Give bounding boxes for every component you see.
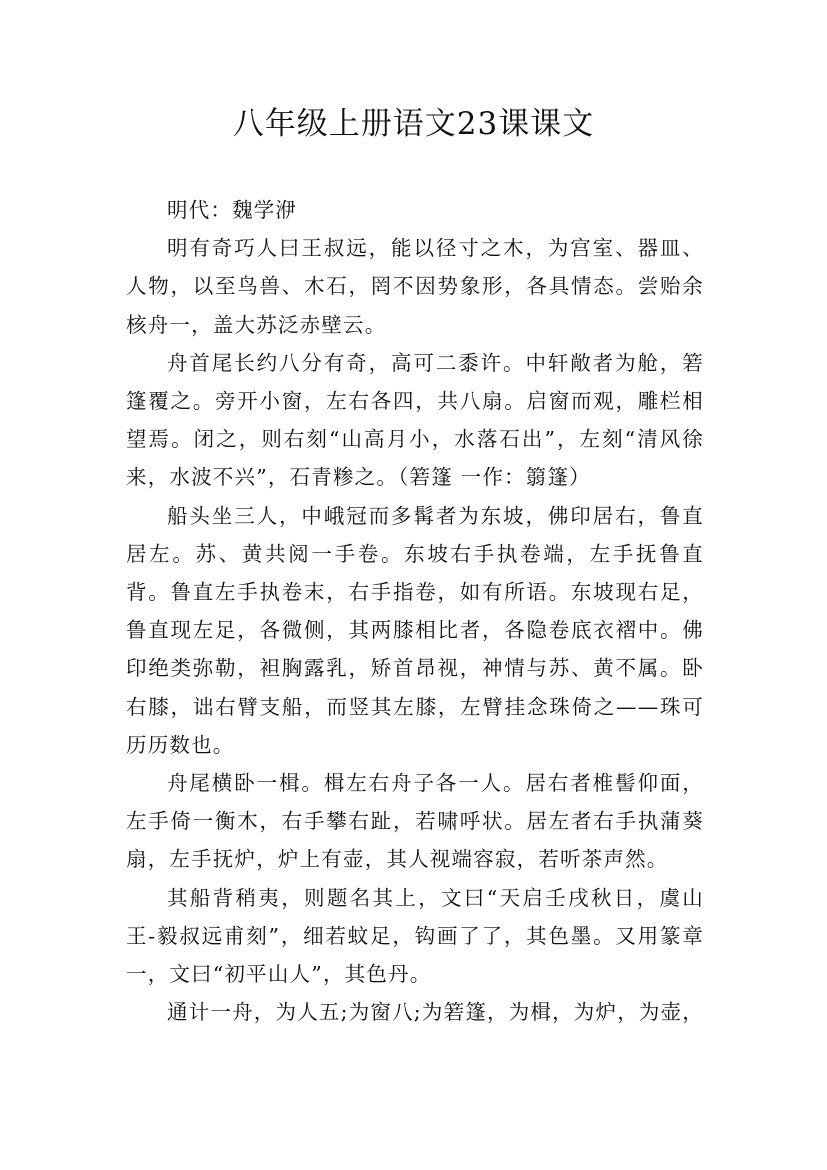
- author-line: 明代：魏学洢: [167, 198, 298, 222]
- page-title: 八年级上册语文23课课文: [232, 106, 595, 142]
- paragraph-6: 通计一舟，为人五;为窗八;为箬篷，为楫，为炉，为壶，: [167, 1000, 705, 1025]
- document-body: [126, 191, 704, 1031]
- paragraph-1: 明有奇巧人曰王叔远，能以径寸之木，为宫室、器皿、人物，以至鸟兽、木石，罔不因势象形，各具情态。尝贻余核舟一，盖大苏泛赤壁云。: [126, 236, 704, 337]
- paragraph-4: 舟尾横卧一楫。楫左右舟子各一人。居右者椎髻仰面，左手倚一衡木，右手攀右趾，若啸呼状。居左者右手执蒲葵扇，左手抚炉，炉上有壶，其人视端容寂，若听茶声然。: [126, 771, 704, 872]
- paragraph-2: 舟首尾长约八分有奇，高可二黍许。中轩敞者为舱，箬篷覆之。旁开小窗，左右各四，共八扇。启窗而观，雕栏相望焉。闭之，则右刻“山高月小，水落石出”，左刻“清风徐来，水波不兴”，石青糁之。（箬篷 一作：篛篷）: [126, 350, 704, 490]
- paragraph-3: 船头坐三人，中峨冠而多髯者为东坡，佛印居右，鲁直居左。苏、黄共阅一手卷。东坡右手执卷端，左手抚鲁直背。鲁直左手执卷末，右手指卷，如有所语。东坡现右足，鲁直现左足，各微侧，其两膝相比者，各隐卷底衣褶中。佛印绝类弥勒，袒胸露乳，矫首昂视，神情与苏、黄不属。卧右膝，诎右臂支船，而竖其左膝，左臂挂念珠倚之——珠可历历数也。: [126, 503, 704, 757]
- paragraph-5: 其船背稍夷，则题名其上，文曰“天启壬戌秋日，虞山王-毅叔远甫刻”，细若蚊足，钩画了了，其色墨。又用篆章一，文曰“初平山人”，其色丹。: [126, 885, 704, 987]
